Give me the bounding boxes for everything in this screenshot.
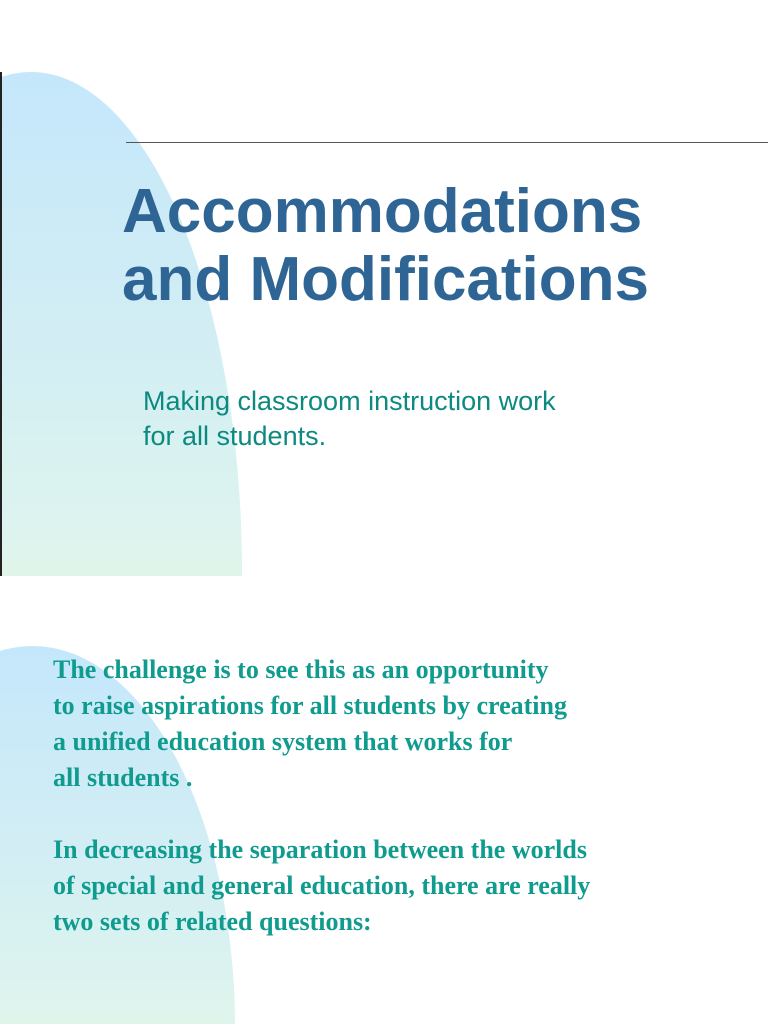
paragraph-line: of special and general education, there are really <box>53 871 591 900</box>
top-margin <box>0 0 768 72</box>
paragraph-line: to raise aspirations for all students by creating <box>53 691 567 720</box>
paragraph-line: In decreasing the separation between the worlds <box>53 835 587 864</box>
title-line-1: Accommodations <box>122 177 643 246</box>
paragraph-line: all students . <box>53 763 193 792</box>
title-divider-line <box>126 142 768 143</box>
separation-paragraph <box>53 832 590 940</box>
slide-subtitle <box>143 384 556 454</box>
title-line-2: and Modifications <box>122 245 649 314</box>
paragraph-line: two sets of related questions: <box>53 907 372 936</box>
paragraph-line: The challenge is to see this as an opportunity <box>53 655 549 684</box>
slide-title <box>122 178 649 314</box>
subtitle-line-1: Making classroom instruction work <box>143 386 556 416</box>
subtitle-line-2: for all students. <box>143 421 327 451</box>
paragraph-line: a unified education system that works for <box>53 727 513 756</box>
challenge-paragraph <box>53 652 567 796</box>
slide-left-border <box>0 72 2 576</box>
decorative-gradient-shape <box>0 72 242 576</box>
content-slide <box>0 576 768 1024</box>
